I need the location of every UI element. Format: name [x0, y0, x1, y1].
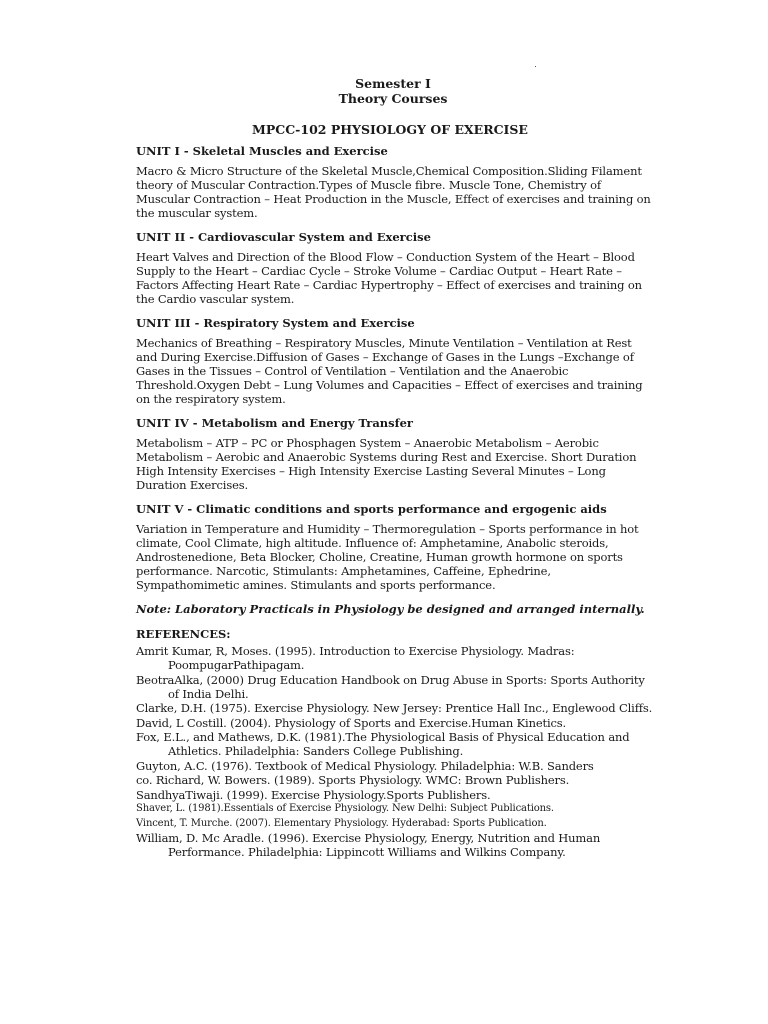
- unit-section: [136, 144, 656, 220]
- reference-item: Fox, E.L., and Mathews, D.K. (1981).The Physiological Basis of Physical Education and Athletics. Philadelphia: Sanders College Publishing.: [136, 730, 630, 758]
- unit-section: [136, 316, 656, 406]
- page-header: [0, 76, 768, 137]
- unit-section: [136, 502, 656, 592]
- reference-item: Guyton, A.C. (1976). Textbook of Medical Physiology. Philadelphia: W.B. Sanders: [136, 758, 594, 773]
- unit-body: Heart Valves and Direction of the Blood Flow – Conduction System of the Heart – Blood Supply to the Heart – Cardiac Cycle – Stroke Volume – Cardiac Output – Heart Rate – Factors Affecting Heart Rate – Cardiac Hypertrophy – Effect of exercises and training on the Cardio vascular system.: [136, 250, 642, 306]
- unit-title: UNIT II - Cardiovascular System and Exercise: [136, 230, 431, 244]
- unit-title: UNIT I - Skeletal Muscles and Exercise: [136, 144, 388, 158]
- unit-body: Macro & Micro Structure of the Skeletal Muscle,Chemical Composition.Sliding Filament theory of Muscular Contraction.Types of Muscle fibre. Muscle Tone, Chemistry of Muscular Contraction – Heat Production in the Muscle, Effect of exercises and training on the muscular system.: [136, 164, 651, 220]
- unit-body: Mechanics of Breathing – Respiratory Muscles, Minute Ventilation – Ventilation at Rest and During Exercise.Diffusion of Gases – Exchange of Gases in the Lungs –Exchange of Gases in the Tissues – Control of Ventilation – Ventilation and the Anaerobic Threshold.Oxygen Debt – Lung Volumes and Capacities – Effect of exercises and training on the respiratory system.: [136, 336, 643, 406]
- unit-section: [136, 230, 656, 306]
- course-title: MPCC-102 PHYSIOLOGY OF EXERCISE: [252, 122, 528, 137]
- references-heading: REFERENCES:: [136, 627, 231, 641]
- unit-title: UNIT V - Climatic conditions and sports performance and ergogenic aids: [136, 502, 607, 516]
- reference-item: Clarke, D.H. (1975). Exercise Physiology. New Jersey: Prentice Hall Inc., Englewood Cliffs.: [136, 701, 653, 715]
- unit-body: Metabolism – ATP – PC or Phosphagen System – Anaerobic Metabolism – Aerobic Metabolism – Aerobic and Anaerobic Systems during Rest and Exercise. Short Duration High Intensity Exercises – High Intensity Exercise Lasting Several Minutes – Long Duration Exercises.: [136, 436, 637, 492]
- syllabus-content: [136, 144, 656, 860]
- unit-section: [136, 416, 656, 492]
- category-heading: Theory Courses: [338, 91, 448, 106]
- unit-body: Variation in Temperature and Humidity – Thermoregulation – Sports performance in hot climate, Cool Climate, high altitude. Influence of: Amphetamine, Anabolic steroids, Androstenedione, Beta Blocker, Choline, Creatine, Human growth hormone on sports performance. Narcotic, Stimulants: Amphetamines, Caffeine, Ephedrine, Sympathomimetic amines. Stimulants and sports performance.: [136, 522, 639, 592]
- unit-title: UNIT III - Respiratory System and Exercise: [136, 316, 415, 330]
- reference-item: SandhyaTiwaji. (1999). Exercise Physiology.Sports Publishers.: [136, 787, 491, 802]
- semester-heading: Semester I: [355, 76, 431, 91]
- unit-title: UNIT IV - Metabolism and Energy Transfer: [136, 416, 413, 430]
- reference-item: co. Richard, W. Bowers. (1989). Sports Physiology. WMC: Brown Publishers.: [136, 773, 570, 787]
- reference-item: Amrit Kumar, R, Moses. (1995). Introduction to Exercise Physiology. Madras: PoompugarPathipagam.: [136, 644, 575, 672]
- reference-item: William, D. Mc Aradle. (1996). Exercise Physiology, Energy, Nutrition and Human Performance. Philadelphia: Lippincott Williams and Wilkins Company.: [136, 831, 601, 859]
- reference-item: David, L Costill. (2004). Physiology of Sports and Exercise.Human Kinetics.: [136, 715, 567, 730]
- references-list: [136, 644, 656, 859]
- scan-speck: [535, 66, 536, 67]
- reference-item: BeotraAlka, (2000) Drug Education Handbook on Drug Abuse in Sports: Sports Authority of India Delhi.: [136, 672, 645, 701]
- reference-item: Vincent, T. Murche. (2007). Elementary Physiology. Hyderabad: Sports Publication.: [136, 817, 547, 829]
- lab-note: Note: Laboratory Practicals in Physiology be designed and arranged internally.: [136, 602, 645, 616]
- reference-item: Shaver, L. (1981).Essentials of Exercise Physiology. New Delhi: Subject Publications.: [136, 803, 554, 814]
